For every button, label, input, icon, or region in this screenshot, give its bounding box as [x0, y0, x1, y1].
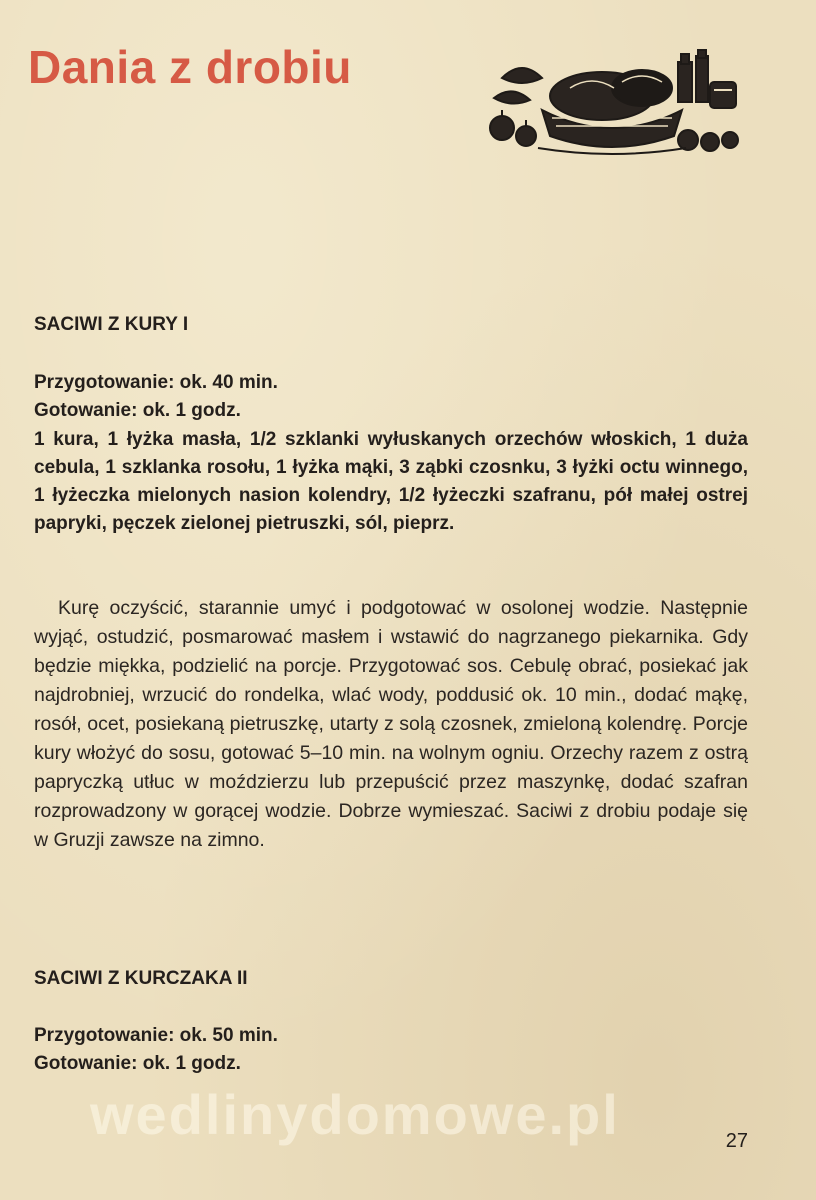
recipe-2-prep-time: Przygotowanie: ok. 50 min. [34, 1025, 278, 1046]
recipe-1-prep-time: Przygotowanie: ok. 40 min. [34, 372, 278, 393]
food-basket-illustration [482, 48, 744, 158]
section-title: Dania z drobiu [28, 41, 352, 93]
watermark: wedlinydomowe.pl [90, 1083, 620, 1146]
recipe-1-cook-time: Gotowanie: ok. 1 godz. [34, 400, 241, 421]
recipe-1-ingredients: 1 kura, 1 łyżka masła, 1/2 szklanki wyłuskanych orzechów włoskich, 1 duża cebula, 1 szklanka rosołu, 1 łyżka mąki, 3 ząbki czosnku, 3 łyżki octu winnego, 1 łyżeczka mielonych nasion kolendry, 1/2 łyżeczki szafranu, pół małej ostrej papryki, pęczek zielonej pietruszki, sól, pieprz. [34, 429, 748, 534]
recipe-1-method: Kurę oczyścić, starannie umyć i podgotować w osolonej wodzie. Następnie wyjąć, ostudzić, posmarować masłem i wstawić do nagrzanego piekarnika. Gdy będzie miękka, podzielić na porcje. Przygotować sos. Cebulę obrać, posiekać jak najdrobniej, wrzucić do rondelka, wlać wody, poddusić ok. 10 min., dodać mąkę, rosół, ocet, posiekaną pietruszkę, utarty z solą czosnek, zmieloną kolendrę. Porcje kury włożyć do sosu, gotować 5–10 min. na wolnym ogniu. Orzechy razem z ostrą papryczką utłuc w moździerzu lub przepuścić przez maszynkę, dodać szafran rozprowadzony w gorącej wodzie. Dobrze wymieszać. Saciwi z drobiu podaje się w Gruzji zawsze na zimno. [34, 597, 748, 851]
recipe-2-title: SACIWI Z KURCZAKA II [34, 968, 248, 989]
recipe-1-title: SACIWI Z KURY I [34, 314, 189, 335]
page-number: 27 [725, 1130, 748, 1152]
recipe-2-cook-time: Gotowanie: ok. 1 godz. [34, 1053, 241, 1074]
